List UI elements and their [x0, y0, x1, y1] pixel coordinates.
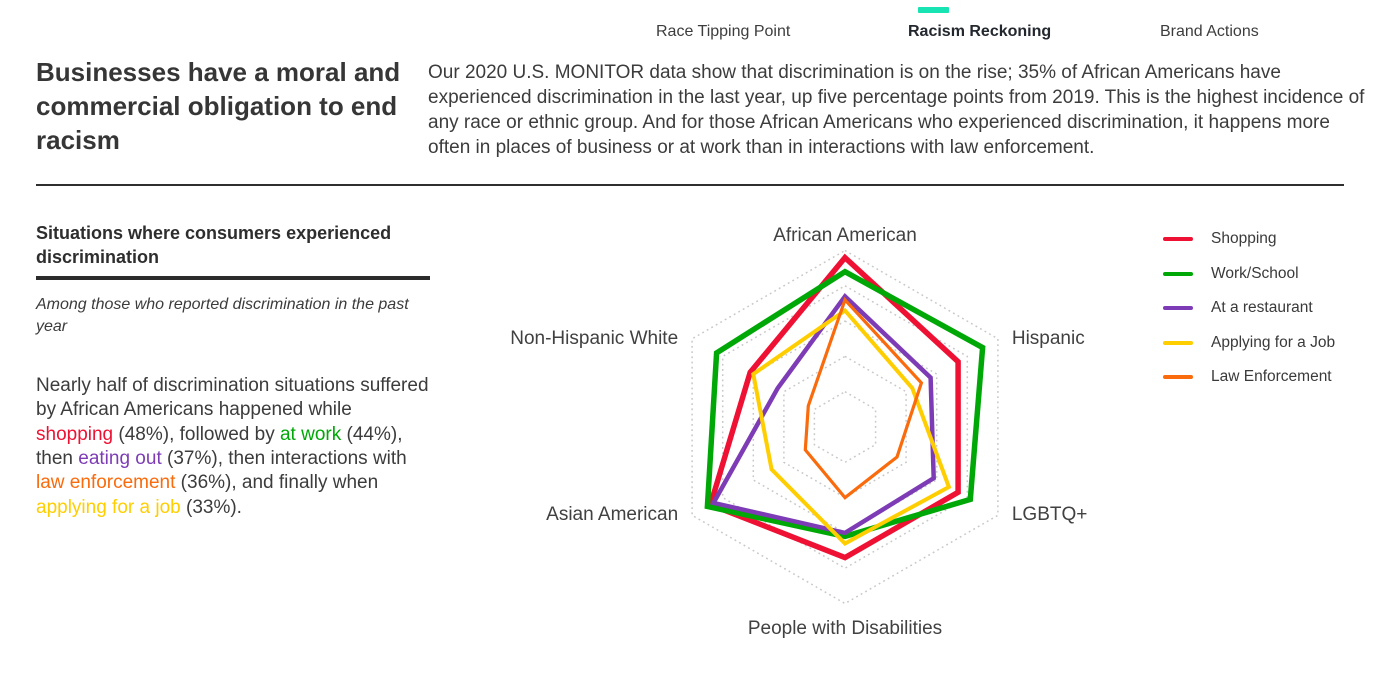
tab-brand-actions[interactable]: Brand Actions: [1160, 23, 1259, 40]
legend-label: Shopping: [1211, 230, 1277, 248]
page-title: Businesses have a moral and commercial obligation to end racism: [36, 57, 401, 155]
body-text: (37%), then interactions with: [161, 447, 407, 469]
axis-label-lgbtq-: LGBTQ+: [1011, 504, 1088, 526]
intro-paragraph: Our 2020 U.S. MONITOR data show that discrimination is on the rise; 35% of African Americans have experienced discrimination in the last year, up five percentage points from 2019. This is the highest incidence of any race or ethnic group. And for those African Americans who experienced discrimination, it happens more often in places of business or at work than in interactions with law enforcement.: [428, 62, 1365, 159]
legend-label: At a restaurant: [1211, 299, 1313, 317]
axis-label-asian-american: Asian American: [546, 504, 679, 526]
highlighted-keyword: shopping: [36, 423, 114, 445]
legend-swatch: [1163, 341, 1193, 345]
body-text: Nearly half of discrimination situations suffered by African Americans happened while: [36, 375, 429, 421]
legend-item-work-school: [1163, 257, 1335, 292]
highlighted-keyword: applying for a job: [36, 496, 181, 518]
tab-racism-reckoning[interactable]: Racism Reckoning: [908, 23, 1051, 41]
legend-label: Law Enforcement: [1211, 368, 1332, 386]
body-text: (33%).: [180, 496, 242, 518]
legend-label: Applying for a Job: [1211, 333, 1336, 351]
legend-swatch: [1163, 375, 1193, 379]
body-text: (48%), followed by: [113, 423, 280, 445]
series-applying-for-a-job: [753, 311, 949, 544]
legend-item-at-a-restaurant: [1163, 291, 1335, 326]
axis-label-non-hispanic-white: Non-Hispanic White: [510, 327, 679, 349]
highlighted-keyword: at work: [279, 423, 342, 445]
legend-swatch: [1163, 272, 1193, 276]
tab-race-tipping-point[interactable]: Race Tipping Point: [656, 23, 791, 40]
chart-legend: [1163, 222, 1335, 395]
axis-label-people-with-disabilities: People with Disabilities: [747, 617, 943, 639]
body-text: (44%), then: [36, 423, 403, 469]
grid-ring-20: [784, 356, 906, 497]
axis-label-hispanic: Hispanic: [1011, 327, 1085, 349]
legend-label: Work/School: [1211, 264, 1299, 282]
legend-item-shopping: [1163, 222, 1335, 257]
panel-subtitle: Among those who reported discrimination in the past year: [36, 296, 409, 335]
highlighted-keyword: eating out: [78, 447, 162, 469]
panel-title: Situations where consumers experienced discrimination: [36, 223, 392, 267]
grid-ring-10: [814, 392, 875, 463]
body-text: (36%), and finally when: [175, 472, 379, 494]
axis-label-african-american: African American: [773, 224, 917, 246]
legend-swatch: [1163, 306, 1193, 310]
legend-item-applying-for-a-job: [1163, 326, 1335, 361]
legend-item-law-enforcement: [1163, 360, 1335, 395]
highlighted-keyword: law enforcement: [36, 472, 176, 494]
legend-swatch: [1163, 237, 1193, 241]
